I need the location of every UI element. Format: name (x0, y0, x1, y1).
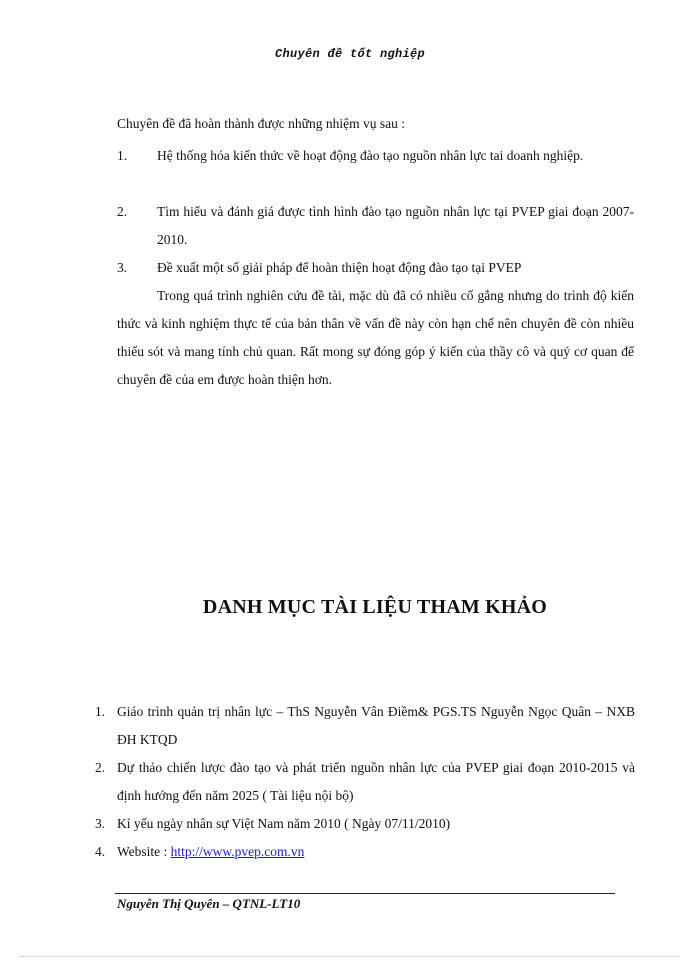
task-text: Tìm hiểu và đánh giá được tình hình đào tạo nguồn nhân lực tại PVEP giai đoạn 2007- 2010. (157, 204, 634, 247)
task-text: Hệ thống hóa kiến thức về hoạt động đào tạo nguồn nhân lực tai doanh nghiệp. (157, 148, 584, 163)
task-item-1 (117, 142, 634, 170)
reference-number: 4. (95, 844, 106, 859)
reference-item (95, 754, 635, 810)
reference-item-website (95, 838, 635, 866)
reference-number: 1. (95, 704, 106, 719)
task-number: 3. (117, 260, 128, 275)
reference-item (95, 810, 635, 838)
references-heading: DANH MỤC TÀI LIỆU THAM KHẢO (202, 596, 548, 618)
website-link[interactable]: http://www.pvep.com.vn (170, 844, 305, 859)
page-bottom-edge (20, 956, 680, 957)
page-header-title: Chuyên đề tốt nghiệp (274, 47, 426, 61)
task-text: Đề xuất một số giải pháp để hoàn thiện hoạt động đào tạo tại PVEP (157, 260, 522, 275)
website-label: Website : (117, 844, 171, 859)
intro-paragraph: Chuyên đề đã hoàn thành được những nhiệm vụ sau : (117, 116, 405, 131)
reference-text (117, 838, 635, 866)
task-item-2 (117, 198, 634, 254)
reference-text: Dự thảo chiến lược đào tạo và phát triển nguồn nhân lực của PVEP giai đoạn 2010-2015 và định hướng đến năm 2025 ( Tài liệu nội bộ) (117, 760, 635, 803)
task-number: 1. (117, 148, 128, 163)
references-list (95, 698, 635, 866)
task-number: 2. (117, 204, 128, 219)
reference-text: Giáo trình quản trị nhân lực – ThS Nguyễn Vân Điềm& PGS.TS Nguyễn Ngọc Quân – NXB ĐH KTQD (117, 704, 635, 747)
closing-paragraph: Trong quá trình nghiên cứu đề tài, mặc dù đã có nhiều cố gắng nhưng do trình độ kiến thức và kinh nghiệm thực tế của bản thân về vấn đề này còn hạn chế nên chuyên đề còn nhiều thiếu sót và mang tính chủ quan. Rất mong sự đóng góp ý kiến của thầy cô và quý cơ quan để chuyên đề của em được hoàn thiện hơn. (117, 288, 634, 387)
reference-item (95, 698, 635, 754)
task-item-3 (117, 254, 634, 282)
reference-text: Kỉ yếu ngày nhân sự Việt Nam năm 2010 ( Ngày 07/11/2010) (117, 816, 451, 831)
reference-number: 2. (95, 760, 106, 775)
footer-author: Nguyễn Thị Quyên – QTNL-LT10 (117, 896, 301, 911)
footer-divider (115, 893, 615, 894)
reference-number: 3. (95, 816, 106, 831)
